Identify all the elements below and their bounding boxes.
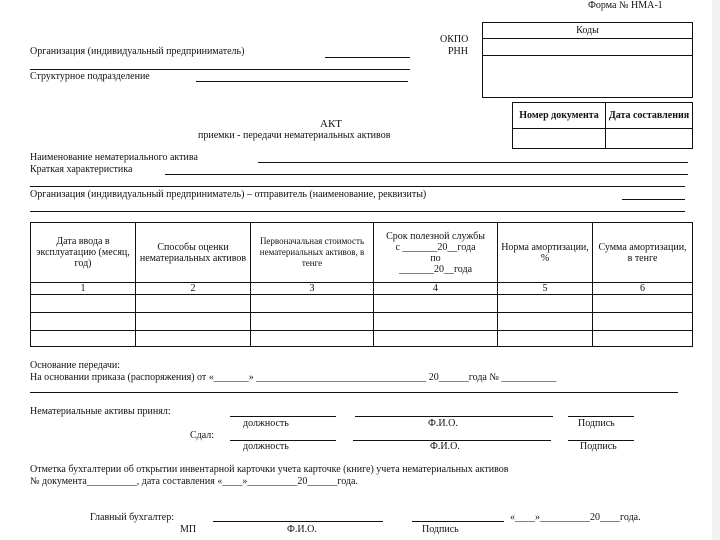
column-number: 4 [374,283,498,295]
basis-order-line: На основании приказа (распоряжения) от «_______» __________________________________ 20______года № ___________ [30,372,557,383]
header-commission-date: Дата ввода в эксплуатацию (месяц, год) [31,223,136,283]
position-caption: должность [243,418,289,429]
form-number: Форма № НМА-1 [588,0,663,11]
table-cell[interactable] [31,295,136,313]
table-cell[interactable] [251,295,374,313]
chief-fio-caption: Ф.И.О. [287,524,317,535]
table-cell[interactable] [498,331,593,347]
asset-name-label: Наименование нематериального актива [30,152,198,163]
short-description-label: Краткая характеристика [30,164,133,175]
useful-life-label: Срок полезной службы [386,230,485,242]
table-cell[interactable] [136,295,251,313]
document-number-table [512,102,693,149]
document-number-field[interactable] [513,129,606,149]
document-number-header: Номер документа [513,103,606,129]
organization-field[interactable] [325,57,410,58]
date-header: Дата составления [606,103,693,129]
table-cell[interactable] [374,313,498,331]
header-useful-life [374,223,498,283]
short-description-line2[interactable] [30,186,685,187]
header-depreciation-amount: Сумма амортизации, в тенге [593,223,693,283]
sender-field[interactable] [622,199,685,200]
table-cell[interactable] [251,313,374,331]
column-number: 5 [498,283,593,295]
chief-signature-caption: Подпись [422,524,459,535]
chief-date-line: «____»__________20____года. [510,512,641,523]
fio-caption: Ф.И.О. [430,441,460,452]
basis-title: Основание передачи: [30,360,121,371]
position-caption: должность [243,441,289,452]
table-row [31,331,693,347]
column-number: 2 [136,283,251,295]
table-cell[interactable] [31,313,136,331]
accounting-doc-line: № документа__________, дата составления «____»__________20______года. [30,476,358,487]
column-number: 1 [31,283,136,295]
page-edge [712,0,720,540]
table-cell[interactable] [31,331,136,347]
table-cell[interactable] [498,295,593,313]
chief-accountant-label: Главный бухгалтер: [90,512,175,523]
table-cell[interactable] [136,313,251,331]
department-field[interactable] [196,81,408,82]
sender-field-line2[interactable] [30,211,685,212]
accepted-label: Нематериальные активы принял: [30,406,171,417]
okpo-field[interactable] [483,39,693,56]
chief-fio-field[interactable] [213,521,383,522]
accounting-note: Отметка бухгалтерии об открытии инвентарной карточки учета карточке (книге) учета нематериальных активов [30,464,509,475]
table-cell[interactable] [251,331,374,347]
table-cell[interactable] [136,331,251,347]
useful-life-to-label: по [430,252,441,264]
column-number-row [31,283,693,295]
signature-caption: Подпись [578,418,615,429]
basis-field-line2[interactable] [30,392,678,393]
signature-caption: Подпись [580,441,617,452]
codes-header: Коды [483,23,693,39]
act-title: АКТ [320,118,342,130]
table-cell[interactable] [498,313,593,331]
header-valuation-methods: Способы оценки нематериальных активов [136,223,251,283]
accepted-position-field[interactable] [230,416,336,417]
fio-caption: Ф.И.О. [428,418,458,429]
table-cell[interactable] [374,331,498,347]
okpo-label: ОКПО [440,34,469,45]
table-row [31,313,693,331]
table-row [31,295,693,313]
department-label: Структурное подразделение [30,71,150,82]
rnn-label: РНН [448,46,469,57]
stamp-label: МП [180,524,197,535]
header-initial-cost: Первоначальная стоимость нематериальных активов, в тенге [251,223,374,283]
useful-life-from: с _______20__года [395,241,476,253]
chief-signature-field[interactable] [412,521,504,522]
act-subtitle: приемки - передачи нематериальных активов [198,130,391,141]
header-depreciation-rate: Норма амортизации, % [498,223,593,283]
accepted-signature-field[interactable] [568,416,634,417]
short-description-field[interactable] [165,174,688,175]
assets-table [30,222,693,347]
rnn-field[interactable] [483,56,693,98]
sender-label: Организация (индивидуальный предприниматель) – отправитель (наименование, реквизиты) [30,189,427,200]
useful-life-to: _______20__года [398,263,473,275]
organization-field-line2[interactable] [30,69,410,70]
date-field[interactable] [606,129,693,149]
accepted-fio-field[interactable] [355,416,553,417]
table-cell[interactable] [374,295,498,313]
table-cell[interactable] [593,331,693,347]
column-number: 6 [593,283,693,295]
table-cell[interactable] [593,295,693,313]
organization-label: Организация (индивидуальный предприниматель) [30,46,245,57]
asset-name-field[interactable] [258,162,688,163]
codes-table [482,22,693,98]
table-header-row [31,223,693,283]
handed-label: Сдал: [190,430,215,441]
table-cell[interactable] [593,313,693,331]
column-number: 3 [251,283,374,295]
